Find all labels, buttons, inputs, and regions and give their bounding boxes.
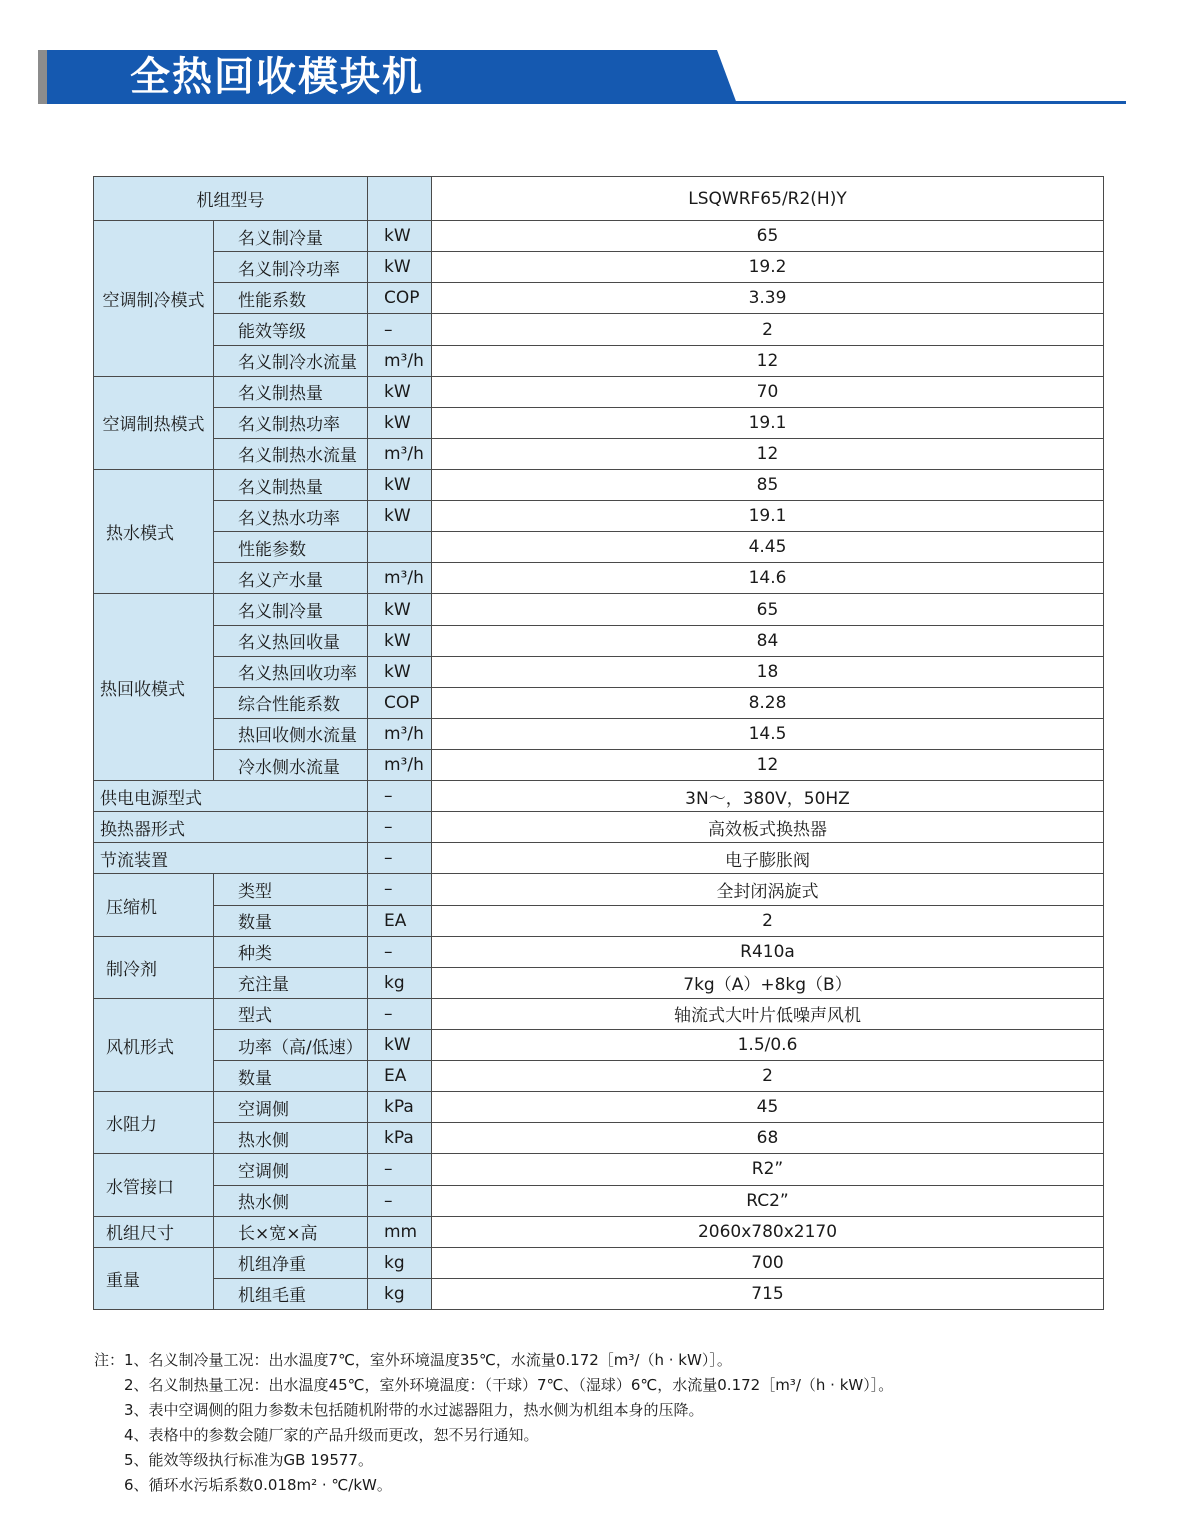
- param-value: 14.6: [432, 563, 1104, 594]
- param-label: 供电电源型式: [94, 781, 368, 812]
- param-unit: –: [368, 1185, 432, 1216]
- param-label: 名义制冷量: [214, 221, 368, 252]
- param-value: 轴流式大叶片低噪声风机: [432, 998, 1104, 1029]
- footnote-text: 4、表格中的参数会随厂家的产品升级而更改，恕不另行通知。: [124, 1426, 539, 1444]
- table-row: [94, 718, 1104, 749]
- table-row: [94, 843, 1104, 874]
- param-label: 名义热回收功率: [214, 656, 368, 687]
- param-label: 性能系数: [214, 283, 368, 314]
- param-label: 数量: [214, 1061, 368, 1092]
- table-row: [94, 345, 1104, 376]
- param-value: 12: [432, 345, 1104, 376]
- param-unit: [368, 532, 432, 563]
- group-compressor: 压缩机: [94, 874, 214, 936]
- table-row: [94, 625, 1104, 656]
- param-label: 数量: [214, 905, 368, 936]
- footnote-text: 2、名义制热量工况：出水温度45℃，室外环境温度：（干球）7℃、（湿球）6℃，水流量0.172［m³/（h · kW）］。: [124, 1376, 894, 1394]
- param-value: 3N～，380V，50HZ: [432, 781, 1104, 812]
- param-unit: m³/h: [368, 438, 432, 469]
- param-label: 型式: [214, 998, 368, 1029]
- table-row: [94, 1216, 1104, 1247]
- param-value: 715: [432, 1278, 1104, 1309]
- param-unit: kW: [368, 252, 432, 283]
- param-value: R2”: [432, 1154, 1104, 1185]
- footnote-line: [94, 1423, 1144, 1448]
- table-row: [94, 656, 1104, 687]
- param-label: 长×宽×高: [214, 1216, 368, 1247]
- param-value: 12: [432, 438, 1104, 469]
- param-unit: –: [368, 812, 432, 843]
- param-label: 节流装置: [94, 843, 368, 874]
- table-row: [94, 283, 1104, 314]
- param-value: 19.1: [432, 407, 1104, 438]
- table-row: [94, 1061, 1104, 1092]
- table-row: [94, 470, 1104, 501]
- param-label: 充注量: [214, 967, 368, 998]
- param-unit: m³/h: [368, 345, 432, 376]
- param-unit: kW: [368, 656, 432, 687]
- param-unit: –: [368, 1154, 432, 1185]
- param-unit: kg: [368, 967, 432, 998]
- param-unit: kPa: [368, 1123, 432, 1154]
- model-label: 机组型号: [94, 177, 368, 221]
- table-row: [94, 687, 1104, 718]
- footnote-line: [94, 1398, 1144, 1423]
- param-unit: kW: [368, 625, 432, 656]
- table-row: [94, 314, 1104, 345]
- param-value: 12: [432, 750, 1104, 781]
- table-row: [94, 1185, 1104, 1216]
- param-label: 性能参数: [214, 532, 368, 563]
- page-header: [38, 50, 1126, 106]
- param-value: 700: [432, 1247, 1104, 1278]
- table-row: [94, 781, 1104, 812]
- param-value: 2: [432, 905, 1104, 936]
- table-row: [94, 812, 1104, 843]
- group-heating: 空调制热模式: [94, 376, 214, 469]
- table-row: [94, 1278, 1104, 1309]
- param-value: 7kg（A）+8kg（B）: [432, 967, 1104, 998]
- header-accent-bar: [38, 50, 47, 104]
- param-unit: m³/h: [368, 750, 432, 781]
- model-value: LSQWRF65/R2(H)Y: [432, 177, 1104, 221]
- group-hot-water: 热水模式: [94, 470, 214, 594]
- param-label: 机组净重: [214, 1247, 368, 1278]
- param-label: 名义制冷量: [214, 594, 368, 625]
- model-unit: [368, 177, 432, 221]
- param-label: 名义产水量: [214, 563, 368, 594]
- table-row: [94, 563, 1104, 594]
- table-row: [94, 905, 1104, 936]
- param-unit: kPa: [368, 1092, 432, 1123]
- table-row: [94, 532, 1104, 563]
- param-value: 高效板式换热器: [432, 812, 1104, 843]
- param-unit: –: [368, 874, 432, 905]
- param-unit: –: [368, 314, 432, 345]
- param-value: 电子膨胀阀: [432, 843, 1104, 874]
- param-value: 1.5/0.6: [432, 1029, 1104, 1060]
- footnote-text: 1、名义制冷量工况：出水温度7℃，室外环境温度35℃，水流量0.172［m³/（h · kW）］。: [124, 1351, 732, 1369]
- table-row: [94, 1029, 1104, 1060]
- table-row: [94, 936, 1104, 967]
- param-unit: kW: [368, 470, 432, 501]
- param-value: 8.28: [432, 687, 1104, 718]
- table-row: [94, 594, 1104, 625]
- param-label: 功率（高/低速）: [214, 1029, 368, 1060]
- model-row: [94, 177, 1104, 221]
- param-value: 19.1: [432, 501, 1104, 532]
- param-value: 45: [432, 1092, 1104, 1123]
- footnote-text: 5、能效等级执行标准为GB 19577。: [124, 1451, 373, 1469]
- table-row: [94, 376, 1104, 407]
- param-label: 名义制冷功率: [214, 252, 368, 283]
- table-row: [94, 501, 1104, 532]
- param-unit: kW: [368, 1029, 432, 1060]
- param-value: 68: [432, 1123, 1104, 1154]
- param-label: 能效等级: [214, 314, 368, 345]
- table-row: [94, 221, 1104, 252]
- table-row: [94, 1123, 1104, 1154]
- param-label: 冷水侧水流量: [214, 750, 368, 781]
- param-unit: –: [368, 843, 432, 874]
- param-unit: COP: [368, 687, 432, 718]
- param-label: 名义制热水流量: [214, 438, 368, 469]
- table-row: [94, 998, 1104, 1029]
- param-value: RC2”: [432, 1185, 1104, 1216]
- group-fan: 风机形式: [94, 998, 214, 1091]
- footnote-line: [94, 1448, 1144, 1473]
- footnote-line: [94, 1373, 1144, 1398]
- param-label: 热水侧: [214, 1123, 368, 1154]
- group-weight: 重量: [94, 1247, 214, 1309]
- group-heat-recovery: 热回收模式: [94, 594, 214, 781]
- footnotes: [94, 1348, 1144, 1498]
- param-label: 名义制热量: [214, 470, 368, 501]
- param-value: R410a: [432, 936, 1104, 967]
- table-row: [94, 750, 1104, 781]
- param-unit: –: [368, 936, 432, 967]
- param-label: 空调侧: [214, 1092, 368, 1123]
- param-unit: –: [368, 781, 432, 812]
- group-pipe-connection: 水管接口: [94, 1154, 214, 1216]
- param-label: 名义制热量: [214, 376, 368, 407]
- param-label: 名义制冷水流量: [214, 345, 368, 376]
- footnote-text: 3、表中空调侧的阻力参数未包括随机附带的水过滤器阻力，热水侧为机组本身的压降。: [124, 1401, 704, 1419]
- param-value: 2: [432, 314, 1104, 345]
- param-value: 2: [432, 1061, 1104, 1092]
- param-value: 65: [432, 221, 1104, 252]
- param-label: 热水侧: [214, 1185, 368, 1216]
- group-dimensions: 机组尺寸: [94, 1216, 214, 1247]
- param-value: 4.45: [432, 532, 1104, 563]
- param-unit: m³/h: [368, 718, 432, 749]
- param-value: 3.39: [432, 283, 1104, 314]
- param-value: 85: [432, 470, 1104, 501]
- table-row: [94, 1247, 1104, 1278]
- param-value: 18: [432, 656, 1104, 687]
- param-label: 综合性能系数: [214, 687, 368, 718]
- param-unit: m³/h: [368, 563, 432, 594]
- footnote-line: [94, 1473, 1144, 1498]
- table-row: [94, 1092, 1104, 1123]
- param-label: 种类: [214, 936, 368, 967]
- footnote-line: [94, 1348, 1144, 1373]
- param-value: 2060x780x2170: [432, 1216, 1104, 1247]
- group-cooling: 空调制冷模式: [94, 221, 214, 377]
- spec-table: [93, 176, 1104, 1310]
- param-value: 19.2: [432, 252, 1104, 283]
- footnote-prefix: 注：: [94, 1351, 125, 1369]
- param-unit: kW: [368, 594, 432, 625]
- param-value: 14.5: [432, 718, 1104, 749]
- table-row: [94, 967, 1104, 998]
- param-value: 84: [432, 625, 1104, 656]
- param-unit: –: [368, 998, 432, 1029]
- param-value: 全封闭涡旋式: [432, 874, 1104, 905]
- param-unit: mm: [368, 1216, 432, 1247]
- param-unit: EA: [368, 905, 432, 936]
- group-water-resistance: 水阻力: [94, 1092, 214, 1154]
- table-row: [94, 874, 1104, 905]
- param-label: 类型: [214, 874, 368, 905]
- param-label: 机组毛重: [214, 1278, 368, 1309]
- table-row: [94, 438, 1104, 469]
- table-row: [94, 252, 1104, 283]
- param-unit: COP: [368, 283, 432, 314]
- param-label: 名义热回收量: [214, 625, 368, 656]
- footnote-text: 6、循环水污垢系数0.018m² · ℃/kW。: [124, 1476, 392, 1494]
- param-unit: kW: [368, 501, 432, 532]
- param-unit: kg: [368, 1278, 432, 1309]
- param-value: 70: [432, 376, 1104, 407]
- param-label: 名义热水功率: [214, 501, 368, 532]
- param-unit: kW: [368, 221, 432, 252]
- param-unit: EA: [368, 1061, 432, 1092]
- param-value: 65: [432, 594, 1104, 625]
- page-title: 全热回收模块机: [130, 54, 424, 100]
- table-row: [94, 1154, 1104, 1185]
- param-label: 热回收侧水流量: [214, 718, 368, 749]
- group-refrigerant: 制冷剂: [94, 936, 214, 998]
- param-label: 空调侧: [214, 1154, 368, 1185]
- param-label: 换热器形式: [94, 812, 368, 843]
- param-unit: kW: [368, 407, 432, 438]
- param-label: 名义制热功率: [214, 407, 368, 438]
- param-unit: kg: [368, 1247, 432, 1278]
- param-unit: kW: [368, 376, 432, 407]
- table-row: [94, 407, 1104, 438]
